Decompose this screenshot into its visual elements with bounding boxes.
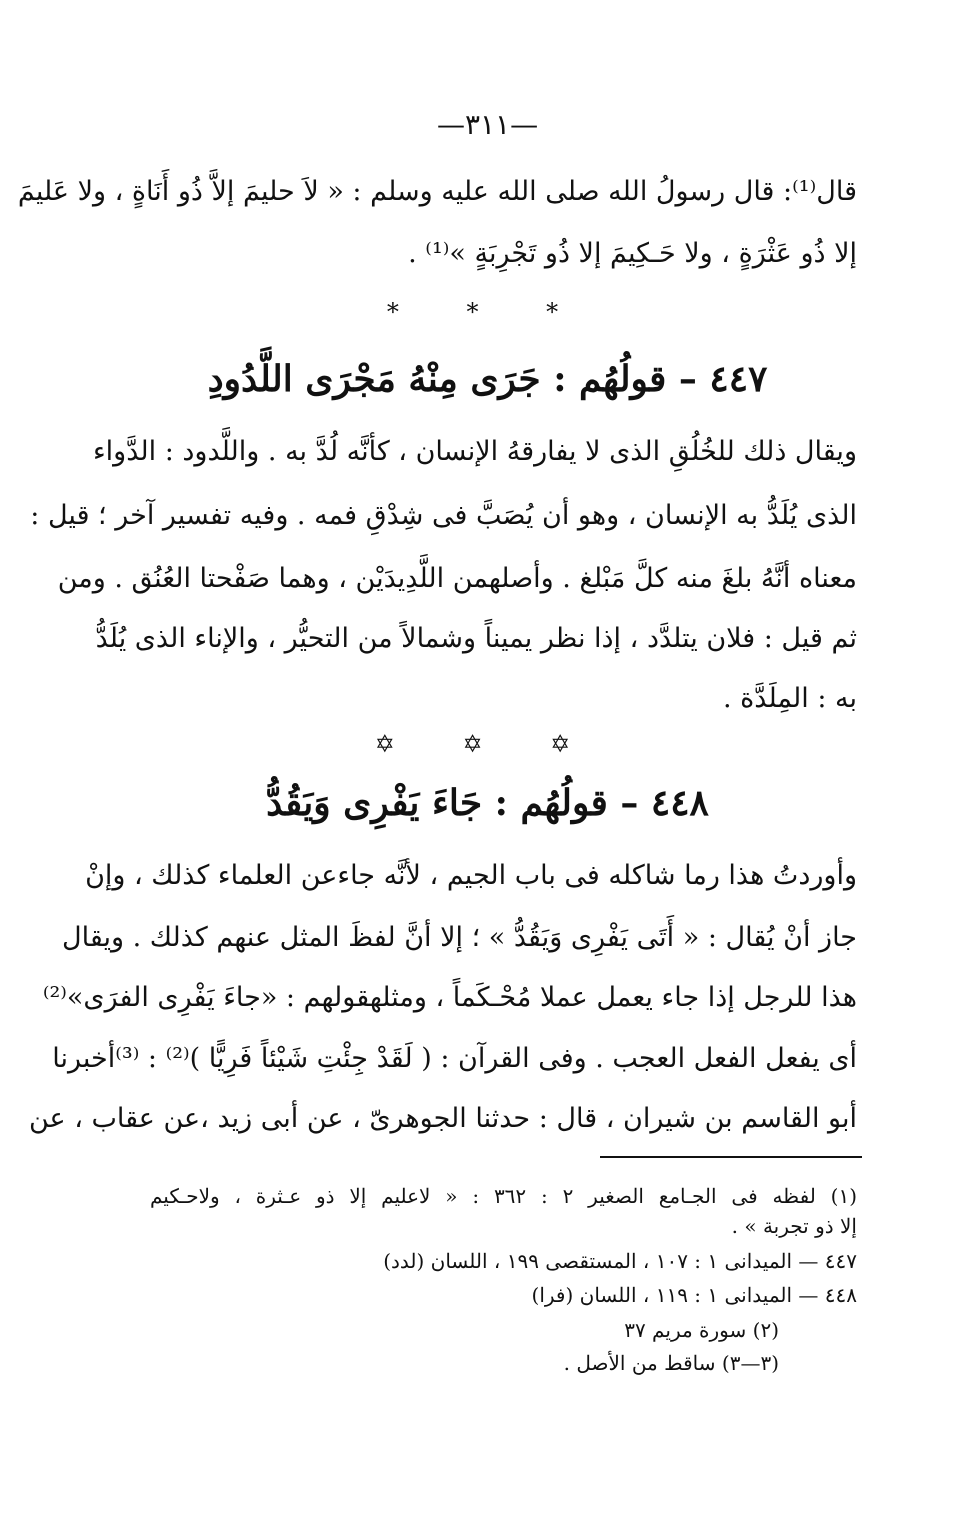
entry-447-line: معناه أنَّهُ بلغَ منه كلَّ مَبْلغ . وأصلهمن اللَّدِيدَيْن ، وهما صَفْحتا العُنُق . ومن (57, 563, 857, 594)
entry-448-heading: ٤٤٨ – قولُهُم : جَاءَ يَفْرِى وَيَقُدُّ (266, 782, 709, 824)
entry-448-line: وأوردتُ هذا رما شاكله فى باب الجيم ، لأنَّه جاءعن العلماء كذلك ، وإنْ (85, 860, 857, 891)
page-number: —٣١١— (436, 108, 539, 141)
footnote-line: (٢) سورة مريم ٣٧ (624, 1318, 779, 1342)
entry-447-line: به : المِلَدَّة . (722, 683, 857, 714)
footnote-line: (١) لفظه فى الجـامع الصغير ٢ : ٣٦٢ : « لاعليم إلا ذو عـثرة ، ولاحـكيم (150, 1184, 857, 1208)
entry-447-line: ثم قيل : فلان يتلدَّد ، إذا نظر يميناً وشمالاً من التحيُّر ، والإناء الذى يُلَدُّ (95, 623, 857, 654)
intro-line: قال⁽¹⁾: قال رسولُ الله صلى الله عليه وسلم : « لاَ حليمَ إلاَّ ذُو أَنَاةٍ ، ولا عَليمَ (17, 176, 857, 207)
entry-447-heading: ٤٤٧ – قولُهُم : جَرَى مِنْهُ مَجْرَى اللَّدُودِ (207, 358, 768, 400)
footnote-divider (600, 1156, 862, 1158)
section-separator: ✡ ✡ ✡ (374, 730, 601, 758)
intro-line: إلا ذُو عَثْرَةٍ ، ولا حَـكِيمَ إلا ذُو تَجْرِبَةٍ »⁽¹⁾ . (408, 238, 857, 269)
entry-447-line: ويقال ذلك للخُلُقِ الذى لا يفارقهُ الإنسان ، كأنَّه لُدَّ به . واللَّدود : الدَّواء (92, 436, 857, 467)
entry-448-line: أى يفعل الفعل العجب . وفى القرآن : ( لَقَدْ جِئْتِ شَيْئاً فَرِيًّا )⁽²⁾ : ⁽³⁾أخبرنا (52, 1043, 857, 1074)
footnote-line: ٤٤٨ — الميدانى ١ : ١١٩ ، اللسان (فرا) (531, 1283, 857, 1307)
footnote-line: (٣—٣) ساقط من الأصل . (563, 1351, 779, 1375)
entry-448-line: أبو القاسم بن شيران ، قال : حدثنا الجوهرىّ ، عن أبى زيد ،عن عقاب ، عن (28, 1103, 857, 1134)
footnote-line: إلا ذو تجربة » . (731, 1214, 857, 1238)
entry-447-line: الذى يُلَدُّ به الإنسان ، وهو أن يُصَبَّ فى شِدْقِ فمه . وفيه تفسير آخر ؛ قيل : (30, 500, 857, 531)
entry-448-line: جاز أنْ يُقال : « أَتَى يَفْرِى وَيَقُدُّ » ؛ إلا أنَّ لفظَ المثل عنهم كذلك . ويقال (61, 922, 857, 953)
section-separator: * * * (386, 298, 589, 326)
entry-448-line: هذا للرجل إذا جاء يعمل عملا مُحْـكَماً ، ومثلهقولهم : «جاءَ يَفْرِى الفرَى»⁽²⁾ (42, 982, 857, 1013)
footnote-line: ٤٤٧ — الميدانى ١ : ١٠٧ ، المستقصى ١٩٩ ، اللسان (لدد) (383, 1249, 857, 1273)
